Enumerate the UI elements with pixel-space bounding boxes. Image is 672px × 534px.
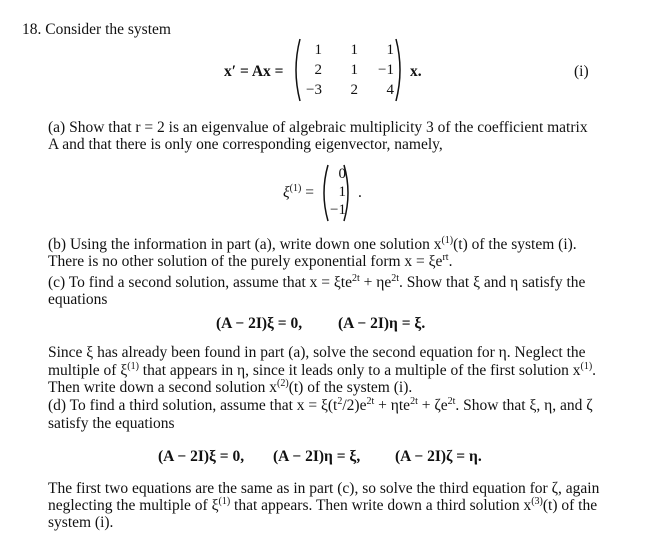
part-c-eq2: (A − 2I)η = ξ. [338, 315, 426, 332]
part-d-line4 [48, 497, 597, 515]
system-label: (i) [574, 63, 589, 80]
superscript: 2t [447, 395, 456, 407]
part-c-line2: equations [48, 291, 108, 308]
matrix-cell: −3 [306, 82, 322, 98]
eigenvector [318, 164, 354, 222]
superscript: rt [442, 251, 449, 263]
part-c-text: . [592, 362, 597, 379]
system-lhs: x′ = Ax = [224, 63, 284, 80]
right-paren [394, 38, 406, 102]
superscript: (1) [218, 495, 231, 507]
superscript: (3) [531, 495, 543, 507]
xi-superscript: (1) [289, 182, 302, 194]
part-c-text: that appears in η, since it leads only to a multiple of the first solution x [138, 362, 581, 379]
part-c-text: multiple of ξ [48, 362, 128, 379]
matrix-cell: 2 [350, 82, 358, 98]
superscript: 2t [351, 272, 360, 284]
part-c-line1 [48, 274, 585, 292]
part-d-line3: The first two equations are the same as in part (c), so solve the third equation for ζ, again [48, 480, 600, 497]
matrix-cell: 1 [350, 62, 358, 78]
part-c-text: + ηe [359, 274, 392, 291]
part-d-text: + ηte [374, 397, 411, 414]
part-b-text: (b) Using the information in part (a), write down one solution x [48, 236, 442, 253]
problem-intro: Consider the system [45, 21, 171, 38]
matrix-cell: 1 [314, 42, 322, 58]
part-c-text: . Show that ξ and η satisfy the [399, 274, 586, 291]
matrix-cell: 2 [314, 62, 322, 78]
part-b-line2 [48, 253, 452, 271]
superscript: 2 [337, 395, 343, 407]
part-d-eq1: (A − 2I)ξ = 0, [158, 448, 245, 465]
superscript: 2t [410, 395, 418, 407]
problem-number: 18. [22, 21, 42, 38]
part-d-line1 [48, 397, 593, 415]
part-b-text: (t) of the system (i). [453, 236, 577, 253]
part-c-line5 [48, 379, 412, 397]
part-d-text: + ζe [417, 397, 448, 414]
part-c-text: (t) of the system (i). [288, 379, 413, 396]
superscript: 2t [366, 395, 375, 407]
part-c-text: (c) To find a second solution, assume that x = ξte [48, 274, 352, 291]
part-d-text: (t) of the [542, 497, 598, 514]
superscript: (2) [277, 377, 289, 389]
matrix-cell: −1 [378, 62, 394, 78]
superscript: (1) [580, 360, 593, 372]
eigenvector-label [283, 184, 314, 202]
part-d-text: that appears. Then write down a third solution x [230, 497, 532, 514]
matrix-cell: 1 [386, 42, 394, 58]
part-b-text: . [448, 253, 453, 270]
part-d-line5: system (i). [48, 514, 114, 531]
part-d-line2: satisfy the equations [48, 415, 175, 432]
part-c-line4 [48, 362, 596, 380]
part-a-line2: A and that there is only one corresponding eigenvector, namely, [48, 136, 443, 153]
part-d-text: . Show that ξ, η, and ζ [455, 397, 593, 414]
eq-sign: = [305, 184, 314, 201]
part-b-text: There is no other solution of the purely exponential form x = ξe [48, 253, 443, 270]
vector-cell: 1 [338, 184, 346, 200]
part-d-eq3: (A − 2I)ζ = η. [395, 448, 482, 465]
problem-heading [22, 21, 171, 39]
system-rhs-vector: x. [410, 63, 422, 80]
xi-symbol: ξ [283, 184, 290, 201]
part-b-line1 [48, 236, 577, 254]
part-c-eq1: (A − 2I)ξ = 0, [216, 315, 303, 332]
part-d-text: /2)e [342, 397, 367, 414]
superscript: 2t [391, 272, 400, 284]
matrix-cell: 1 [350, 42, 358, 58]
part-c-text: Then write down a second solution x [48, 379, 278, 396]
part-d-text: neglecting the multiple of ξ [48, 497, 219, 514]
vector-cell: −1 [330, 202, 346, 218]
part-a-line1: (a) Show that r = 2 is an eigenvalue of algebraic multiplicity 3 of the coefficient matrix [48, 119, 588, 136]
coefficient-matrix [290, 38, 406, 102]
part-d-text: (d) To find a third solution, assume that x = ξ(t [48, 397, 338, 414]
matrix-cell: 4 [386, 82, 394, 98]
vector-cell: 0 [338, 166, 346, 182]
part-c-line3: Since ξ has already been found in part (a), solve the second equation for η. Neglect the [48, 344, 586, 361]
vector-end: . [358, 184, 362, 201]
superscript: (1) [441, 234, 454, 246]
part-d-eq2: (A − 2I)η = ξ, [273, 448, 361, 465]
superscript: (1) [127, 360, 139, 372]
